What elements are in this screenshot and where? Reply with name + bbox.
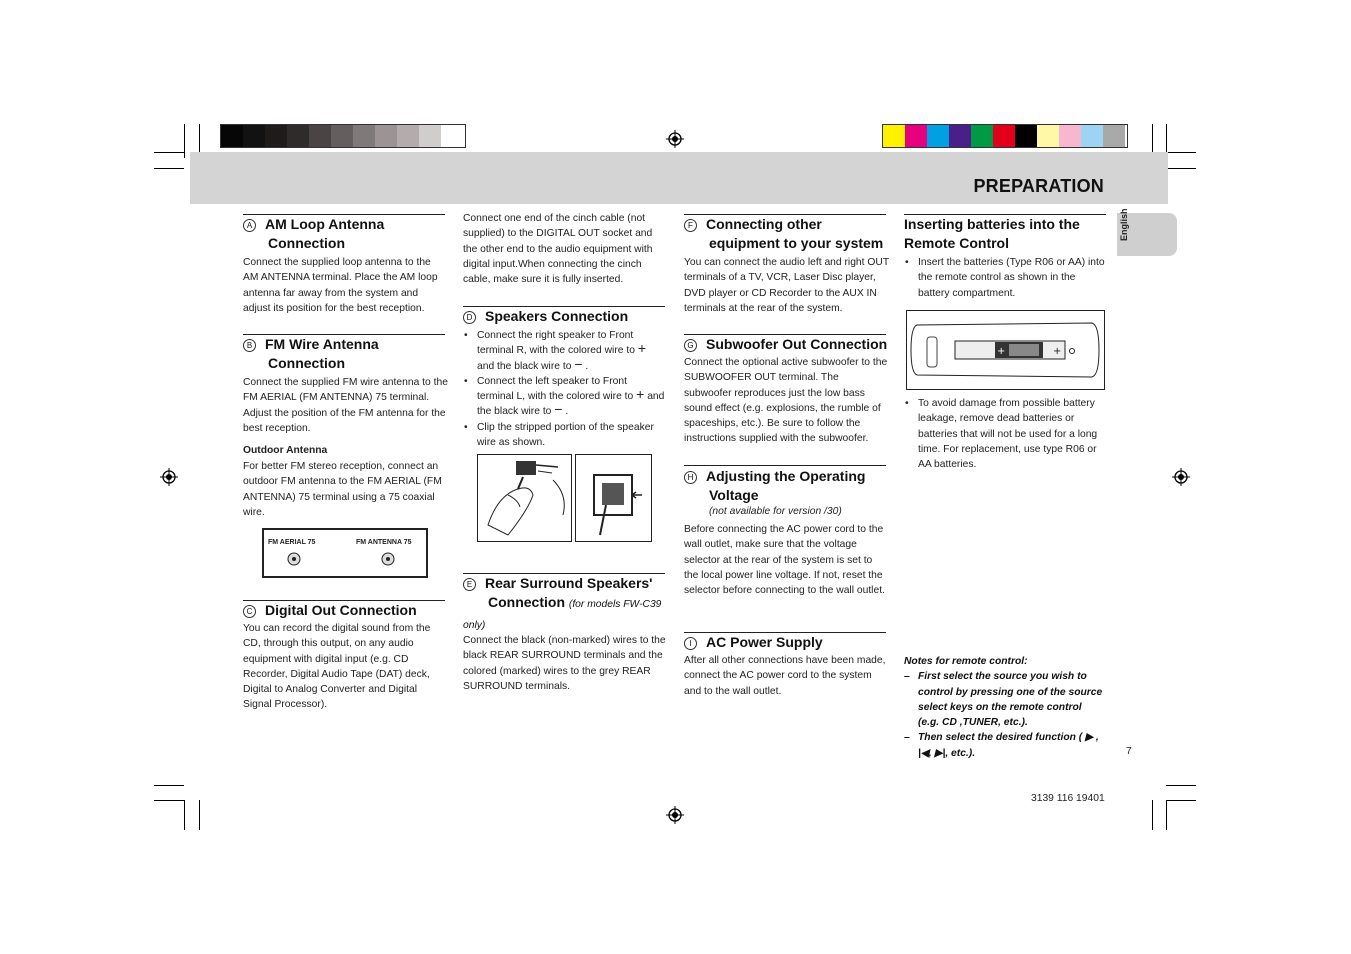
digital-out-intro: Connect one end of the cinch cable (not supplied) to the DIGITAL OUT socket and the other end to the audio equipment with digital input.When connecting the cinch cable, make sure it is fully inserted. [463, 213, 653, 286]
color-swatch [1081, 125, 1103, 147]
section-i-body: After all other connections have been made, connect the AC power cord to the system and to the wall outlet. [684, 655, 886, 697]
outdoor-antenna-body: For better FM stereo reception, connect an outdoor FM antenna to the FM AERIAL (FM ANTENNA) 75 terminal using a 75 coaxial wire. [243, 461, 442, 518]
section-letter-d: D [463, 311, 476, 324]
section-e-title: Rear Surround Speakers' [485, 575, 653, 591]
remote-battery-figure [906, 310, 1105, 390]
registration-mark-left [160, 468, 178, 486]
speakers-bullets [463, 328, 665, 450]
notes-title: Notes for remote control: [904, 656, 1028, 667]
grayscale-swatch [287, 125, 309, 147]
note-item: – First select the source you wish to control by pressing one of the source select keys on the remote control (e.g. CD ,TUNER, etc.). [904, 669, 1104, 730]
section-g-title: Subwoofer Out Connection [706, 336, 888, 352]
color-bar [882, 124, 1128, 148]
language-tab [1117, 208, 1177, 256]
section-letter-e: E [463, 578, 476, 591]
section-e-title-2: Connection [488, 594, 565, 610]
section-e-heading [463, 574, 668, 635]
section-letter-g: G [684, 339, 697, 352]
speaker-wire-illustration-1 [477, 454, 572, 542]
bullet-item: • Connect the left speaker to Front terminal L, with the colored wire to + and the black wire to − . [463, 374, 665, 420]
section-c-body: You can record the digital sound from the CD, through this output, on any audio equipment with digital input (e.g. CD Recorder, Digital Audio Tape (DAT) deck, Digital to Analog Converter and Digital Signal Processor). [243, 623, 431, 711]
batteries-bullets-1 [904, 255, 1106, 301]
bullet-item: • To avoid damage from possible battery leakage, remove dead batteries or batteries that will not be used for a long time. For replacement, use type R06 or AA batteries. [904, 396, 1106, 472]
section-a-body: Connect the supplied loop antenna to the AM ANTENNA terminal. Place the AM loop antenna far away from the system and adjust its position for the best reception. [243, 257, 438, 314]
bullet-text: Connect the right speaker to Front terminal R, with the colored wire to [477, 330, 635, 357]
grayscale-swatch [375, 125, 397, 147]
section-letter-h: H [684, 471, 697, 484]
section-b-title: FM Wire Antenna [265, 336, 379, 352]
remote-control-icon [907, 311, 1104, 389]
section-letter-f: F [684, 219, 697, 232]
section-h-body: Before connecting the AC power cord to the wall outlet, make sure that the voltage selector at the rear of the system is set to the local power line voltage. If not, reset the selector before connecting to the wall outlet. [684, 524, 885, 597]
color-swatch [905, 125, 927, 147]
doc-code: 3139 116 19401 [1031, 793, 1105, 804]
section-f-heading [684, 215, 894, 253]
section-b-body: Connect the supplied FM wire antenna to the FM AERIAL (FM ANTENNA) 75 terminal. Adjust the position of the FM antenna for the best reception. [243, 377, 448, 434]
fm-antenna-socket-icon [381, 552, 395, 566]
section-g-heading [684, 335, 894, 354]
section-letter-c: C [243, 605, 256, 618]
plus-symbol: + [636, 386, 645, 403]
section-e-note: (for models FW-C39 only) [463, 599, 662, 631]
section-h-note: (not available for version /30) [709, 506, 842, 517]
svg-text:+: + [997, 346, 1006, 357]
fm-antenna-figure [262, 528, 428, 578]
grayscale-swatch [397, 125, 419, 147]
plus-symbol: + [637, 340, 647, 357]
outdoor-antenna-title: Outdoor Antenna [243, 445, 328, 456]
color-swatch [949, 125, 971, 147]
bullet-text: and the black wire to [477, 391, 665, 418]
section-b-title-2: Connection [268, 355, 345, 371]
grayscale-swatch [243, 125, 265, 147]
remote-notes [904, 654, 1104, 761]
registration-mark-top [666, 130, 684, 148]
bullet-item: • Clip the stripped portion of the speaker wire as shown. [463, 420, 665, 451]
section-b-heading [243, 335, 448, 373]
color-swatch [1037, 125, 1059, 147]
section-a-title-2: Connection [268, 235, 345, 251]
section-d-title: Speakers Connection [485, 308, 629, 324]
section-c-heading [243, 601, 448, 620]
batteries-bullets-2 [904, 396, 1106, 472]
hand-wire-icon [478, 455, 571, 541]
grayscale-swatch [353, 125, 375, 147]
registration-mark-bottom [666, 806, 684, 824]
section-f-title: Connecting other [706, 216, 822, 232]
language-tab-label: English [1119, 208, 1129, 241]
color-swatch [971, 125, 993, 147]
section-a-heading [243, 215, 448, 253]
section-i-heading [684, 633, 894, 652]
bullet-text: Connect the left speaker to Front terminal L, with the colored wire to [477, 375, 634, 403]
fm-aerial-label: FM AERIAL 75 [268, 539, 316, 546]
fm-antenna-label: FM ANTENNA 75 [356, 539, 412, 546]
minus-symbol: − [554, 401, 563, 418]
speaker-wire-illustration-2 [575, 454, 652, 542]
batteries-title: Inserting batteries into the [904, 216, 1080, 232]
grayscale-swatch [265, 125, 287, 147]
terminal-icon [576, 455, 651, 541]
grayscale-swatch [309, 125, 331, 147]
section-h-title-2: Voltage [709, 487, 759, 503]
grayscale-swatch [331, 125, 353, 147]
section-letter-a: A [243, 219, 256, 232]
section-h-heading [684, 467, 894, 505]
color-swatch [993, 125, 1015, 147]
grayscale-swatch [419, 125, 441, 147]
svg-text:+: + [1053, 346, 1062, 357]
grayscale-bar [220, 124, 466, 148]
section-a-title: AM Loop Antenna [265, 216, 385, 232]
section-c-title: Digital Out Connection [265, 602, 417, 618]
batteries-heading [904, 215, 1109, 253]
color-swatch [883, 125, 905, 147]
section-letter-b: B [243, 339, 256, 352]
grayscale-swatch [221, 125, 243, 147]
section-i-title: AC Power Supply [706, 634, 823, 650]
color-swatch [927, 125, 949, 147]
grayscale-swatch [441, 125, 463, 147]
page-title: PREPARATION [973, 176, 1104, 196]
fm-aerial-socket-icon [287, 552, 301, 566]
page-number: 7 [1126, 746, 1132, 757]
section-f-title-2: equipment to your system [709, 235, 884, 251]
registration-mark-right [1172, 468, 1190, 486]
color-swatch [1103, 125, 1125, 147]
color-swatch [1015, 125, 1037, 147]
note-item: – Then select the desired function ( ▶ , |◀, ▶|, etc.). [904, 730, 1104, 761]
section-letter-i: I [684, 637, 697, 650]
section-d-heading [463, 307, 668, 326]
section-h-title: Adjusting the Operating [706, 468, 866, 484]
section-f-body: You can connect the audio left and right OUT terminals of a TV, VCR, Laser Disc player, DVD player or CD Recorder to the AUX IN terminals at the rear of the system. [684, 257, 889, 314]
divider [684, 465, 886, 466]
batteries-title-2: Remote Control [904, 235, 1009, 251]
bullet-item: • Insert the batteries (Type R06 or AA) into the remote control as shown in the battery compartment. [904, 255, 1106, 301]
bullet-item: • Connect the right speaker to Front terminal R, with the colored wire to + and the black wire to − . [463, 328, 665, 374]
color-swatch [1059, 125, 1081, 147]
bullet-text: and the black wire to [477, 360, 572, 372]
section-e-body: Connect the black (non-marked) wires to the black REAR SURROUND terminals and the colored (marked) wires to the grey REAR SURROUND terminals. [463, 635, 666, 692]
minus-symbol: − [574, 355, 583, 372]
section-g-body: Connect the optional active subwoofer to the SUBWOOFER OUT terminal. The subwoofer reproduces just the low bass sound effect (e.g. explosions, the rumble of spaceships, etc.). Be sure to follow the instructions supplied with the subwoofer. [684, 357, 888, 445]
